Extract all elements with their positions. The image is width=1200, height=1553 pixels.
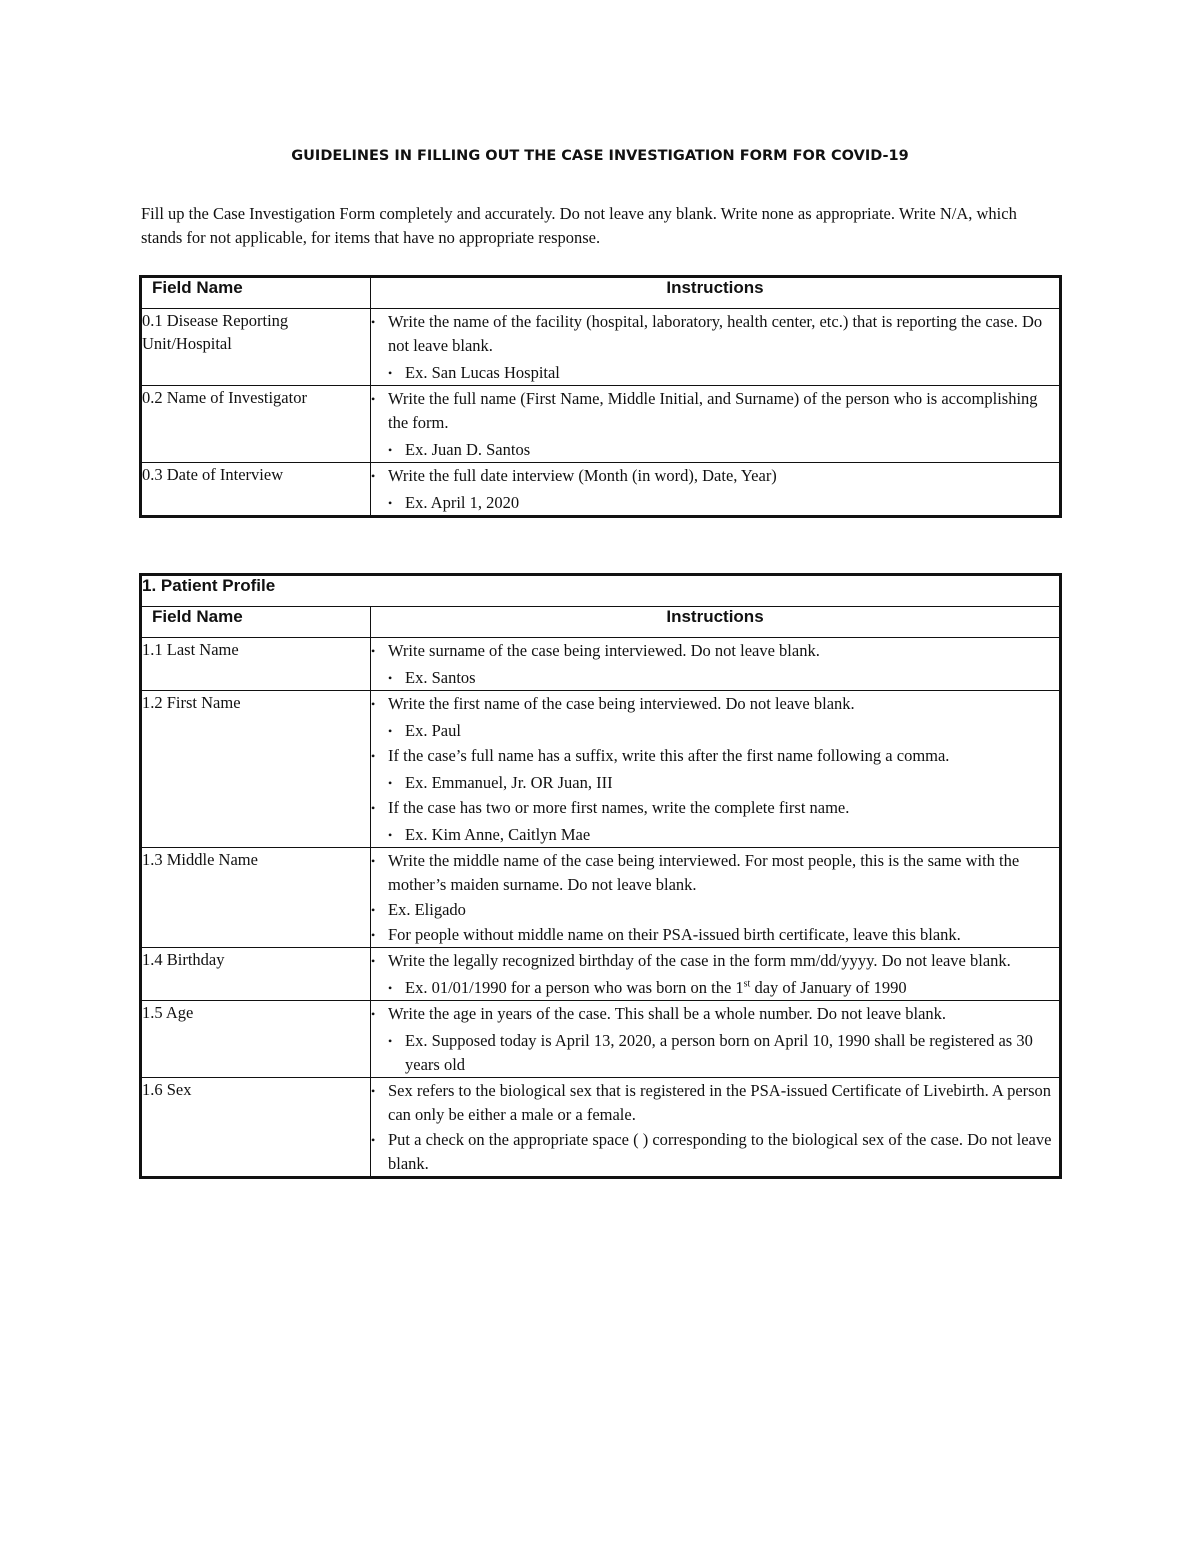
bullet-text: Put a check on the appropriate space ( ) corresponding to the biological sex of the case. Do not leave blank. (388, 1130, 1052, 1173)
bullet-text: Ex. April 1, 2020 (405, 493, 520, 512)
bullet-text: Write the full date interview (Month (in word), Date, Year) (388, 466, 777, 485)
instruction-bullet (371, 949, 1059, 973)
instruction-bullet (371, 898, 1059, 922)
example-bullet (388, 976, 1059, 1000)
instructions-cell (371, 386, 1060, 463)
instructions-header: Instructions (371, 607, 1060, 638)
table-header-row (142, 278, 1060, 309)
bullet-text: Write surname of the case being interviewed. Do not leave blank. (388, 641, 820, 660)
bullet-text: Ex. Juan D. Santos (405, 440, 531, 459)
instruction-bullet (371, 692, 1059, 716)
example-bullet (388, 361, 1059, 385)
bullet-text-continued: day of January of 1990 (750, 978, 907, 997)
bullet-text: If the case has two or more first names, write the complete first name. (388, 798, 850, 817)
example-bullet (388, 823, 1059, 847)
instruction-bullet (371, 744, 1059, 768)
instruction-bullet (371, 796, 1059, 820)
table-row (142, 848, 1060, 948)
field-name-cell: 1.2 First Name (142, 691, 371, 848)
bullet-text: Ex. Kim Anne, Caitlyn Mae (405, 825, 591, 844)
table-row (142, 691, 1060, 848)
bullet-text: Write the legally recognized birthday of the case in the form mm/dd/yyyy. Do not leave blank. (388, 951, 1011, 970)
instruction-bullet (371, 1002, 1059, 1026)
table-row (142, 948, 1060, 1001)
section-title: 1. Patient Profile (142, 576, 1060, 607)
instructions-cell (371, 1078, 1060, 1177)
bullet-text: Sex refers to the biological sex that is registered in the PSA-issued Certificate of Livebirth. A person can only be either a male or a female. (388, 1081, 1052, 1124)
instructions-cell (371, 638, 1060, 691)
bullet-text: Write the name of the facility (hospital, laboratory, health center, etc.) that is reporting the case. Do not leave blank. (388, 312, 1043, 355)
instructions-header: Instructions (371, 278, 1060, 309)
instruction-bullet (371, 849, 1059, 897)
field-name-cell: 0.2 Name of Investigator (142, 386, 371, 463)
bullet-text: Ex. Paul (405, 721, 461, 740)
general-info-table (141, 277, 1060, 516)
bullet-text: Ex. Supposed today is April 13, 2020, a person born on April 10, 1990 shall be registered as 30 years old (405, 1031, 1033, 1074)
instructions-cell (371, 948, 1060, 1001)
field-name-cell: 0.1 Disease Reporting Unit/Hospital (142, 309, 371, 386)
instruction-bullet (371, 639, 1059, 663)
bullet-text: Ex. Emmanuel, Jr. OR Juan, III (405, 773, 613, 792)
instruction-bullet (371, 310, 1059, 358)
instruction-bullet (371, 923, 1059, 947)
bullet-text: Write the first name of the case being interviewed. Do not leave blank. (388, 694, 855, 713)
bullet-text: For people without middle name on their PSA-issued birth certificate, leave this blank. (388, 925, 961, 944)
example-bullet (388, 666, 1059, 690)
bullet-text: Ex. San Lucas Hospital (405, 363, 560, 382)
table-row (142, 1001, 1060, 1078)
bullet-text: Write the full name (First Name, Middle Initial, and Surname) of the person who is accomplishing the form. (388, 389, 1038, 432)
bullet-text: Ex. Santos (405, 668, 476, 687)
field-name-header: Field Name (142, 278, 371, 309)
instructions-cell (371, 1001, 1060, 1078)
bullet-text: Write the age in years of the case. This shall be a whole number. Do not leave blank. (388, 1004, 947, 1023)
example-bullet (388, 491, 1059, 515)
field-name-header: Field Name (142, 607, 371, 638)
instruction-bullet (371, 1128, 1059, 1176)
instructions-cell (371, 691, 1060, 848)
section-title-row (142, 576, 1060, 607)
instruction-bullet (371, 387, 1059, 435)
general-info-table-body (142, 278, 1060, 516)
field-name-cell: 1.3 Middle Name (142, 848, 371, 948)
instruction-bullet (371, 464, 1059, 488)
intro-paragraph: Fill up the Case Investigation Form completely and accurately. Do not leave any blank. Write none as appropriate. Write N/A, which stands for not applicable, for items that have no appropriate response. (141, 204, 1017, 247)
table-row (142, 386, 1060, 463)
patient-profile-table (141, 575, 1060, 1177)
example-bullet (388, 1029, 1059, 1077)
instructions-cell (371, 848, 1060, 948)
document-title: GUIDELINES IN FILLING OUT THE CASE INVESTIGATION FORM FOR COVID-19 (291, 148, 909, 164)
field-name-cell: 1.1 Last Name (142, 638, 371, 691)
table-row (142, 1078, 1060, 1177)
table-row (142, 638, 1060, 691)
bullet-text: Write the middle name of the case being interviewed. For most people, this is the same with the mother’s maiden surname. Do not leave blank. (388, 851, 1020, 894)
field-name-cell: 1.6 Sex (142, 1078, 371, 1177)
field-name-cell: 1.4 Birthday (142, 948, 371, 1001)
field-name-cell: 1.5 Age (142, 1001, 371, 1078)
bullet-text: Ex. Eligado (388, 900, 466, 919)
patient-profile-table-body (142, 576, 1060, 1177)
ordinal-suffix: st (743, 978, 751, 990)
instructions-cell (371, 463, 1060, 516)
example-bullet (388, 771, 1059, 795)
table-header-row (142, 607, 1060, 638)
table-row (142, 309, 1060, 386)
field-name-cell: 0.3 Date of Interview (142, 463, 371, 516)
example-bullet (388, 438, 1059, 462)
instructions-cell (371, 309, 1060, 386)
example-bullet (388, 719, 1059, 743)
instruction-bullet (371, 1079, 1059, 1127)
bullet-text: Ex. 01/01/1990 for a person who was born on the 1 (405, 978, 744, 997)
table-row (142, 463, 1060, 516)
bullet-text: If the case’s full name has a suffix, write this after the first name following a comma. (388, 746, 950, 765)
